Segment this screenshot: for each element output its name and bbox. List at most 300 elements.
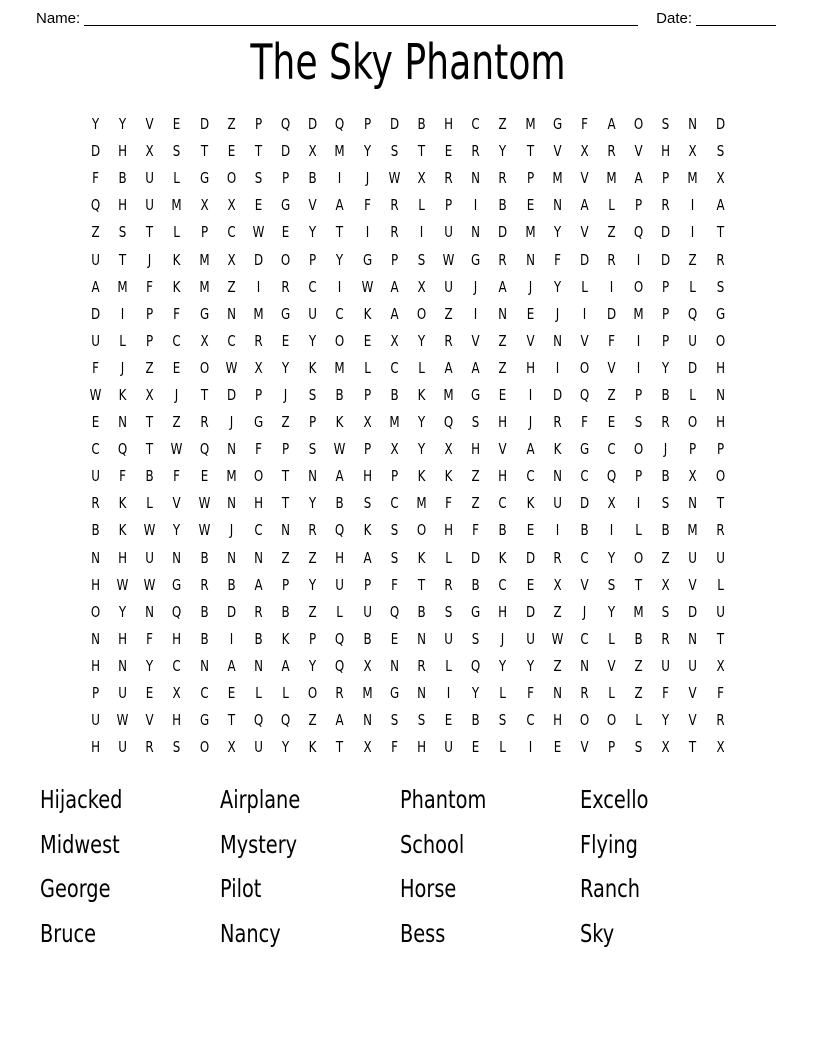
grid-cell[interactable]: X (688, 467, 698, 486)
grid-cell[interactable]: J (473, 277, 478, 296)
grid-cell[interactable]: E (173, 115, 181, 134)
grid-cell[interactable]: Y (309, 575, 317, 594)
grid-cell[interactable]: N (416, 629, 426, 648)
grid-cell[interactable]: I (229, 629, 234, 648)
grid-cell[interactable]: C (580, 467, 589, 486)
grid-cell[interactable]: U (688, 548, 698, 567)
grid-cell[interactable]: P (309, 413, 317, 432)
grid-cell[interactable]: B (335, 494, 345, 513)
grid-cell[interactable]: J (229, 413, 234, 432)
grid-cell[interactable]: N (498, 304, 508, 323)
grid-cell[interactable]: O (253, 467, 264, 486)
grid-cell[interactable]: A (390, 277, 399, 296)
grid-cell[interactable]: B (335, 385, 345, 404)
grid-cell[interactable]: S (662, 115, 670, 134)
grid-cell[interactable]: P (91, 684, 100, 703)
grid-cell[interactable]: X (200, 331, 209, 350)
grid-cell[interactable]: M (552, 169, 563, 188)
grid-cell[interactable]: Z (688, 250, 698, 269)
grid-cell[interactable]: K (553, 440, 562, 459)
grid-cell[interactable]: S (390, 711, 399, 730)
grid-cell[interactable]: G (552, 115, 562, 134)
grid-cell[interactable]: D (552, 385, 562, 404)
grid-cell[interactable]: L (255, 684, 262, 703)
grid-cell[interactable]: V (634, 142, 643, 161)
grid-cell[interactable]: B (363, 629, 372, 648)
grid-cell[interactable]: T (146, 440, 154, 459)
grid-cell[interactable]: A (716, 196, 725, 215)
grid-cell[interactable]: H (444, 115, 454, 134)
grid-cell[interactable]: V (145, 711, 154, 730)
grid-cell[interactable]: O (280, 250, 291, 269)
grid-cell[interactable]: V (553, 142, 562, 161)
grid-cell[interactable]: T (417, 575, 426, 594)
grid-cell[interactable]: G (471, 602, 481, 621)
grid-cell[interactable]: Y (119, 115, 127, 134)
grid-cell[interactable]: Z (145, 358, 154, 377)
grid-cell[interactable]: F (445, 494, 452, 513)
grid-cell[interactable]: P (635, 385, 643, 404)
grid-cell[interactable]: C (390, 494, 399, 513)
grid-cell[interactable]: M (687, 521, 699, 540)
grid-cell[interactable]: E (526, 521, 534, 540)
word-list-item[interactable]: Pilot (220, 874, 262, 903)
grid-cell[interactable]: D (226, 602, 236, 621)
grid-cell[interactable]: H (172, 629, 182, 648)
grid-cell[interactable]: D (525, 602, 535, 621)
grid-cell[interactable]: F (390, 738, 398, 757)
grid-cell[interactable]: P (526, 169, 534, 188)
grid-cell[interactable]: W (388, 169, 401, 188)
word-list-item[interactable]: Ranch (580, 874, 640, 903)
grid-cell[interactable]: Z (444, 304, 453, 323)
grid-cell[interactable]: B (200, 602, 209, 621)
grid-cell[interactable]: H (91, 738, 101, 757)
grid-cell[interactable]: Z (553, 656, 562, 675)
grid-cell[interactable]: O (633, 440, 644, 459)
grid-cell[interactable]: U (91, 331, 100, 350)
grid-cell[interactable]: Q (606, 467, 617, 486)
grid-cell[interactable]: P (282, 440, 290, 459)
grid-cell[interactable]: Z (498, 115, 507, 134)
grid-cell[interactable]: S (309, 385, 317, 404)
grid-cell[interactable]: P (282, 169, 290, 188)
grid-cell[interactable]: L (119, 331, 127, 350)
grid-cell[interactable]: C (227, 223, 236, 242)
grid-cell[interactable]: T (254, 142, 263, 161)
grid-cell[interactable]: T (336, 223, 344, 242)
grid-cell[interactable]: O (633, 115, 644, 134)
grid-cell[interactable]: B (580, 521, 589, 540)
grid-cell[interactable]: G (281, 304, 291, 323)
grid-cell[interactable]: P (716, 440, 724, 459)
grid-cell[interactable]: F (363, 196, 371, 215)
grid-cell[interactable]: L (282, 684, 289, 703)
grid-cell[interactable]: E (254, 196, 263, 215)
grid-cell[interactable]: E (526, 575, 534, 594)
grid-cell[interactable]: I (528, 738, 532, 757)
grid-cell[interactable]: H (552, 711, 562, 730)
grid-cell[interactable]: U (145, 196, 155, 215)
grid-cell[interactable]: M (606, 169, 617, 188)
grid-cell[interactable]: Y (472, 684, 480, 703)
grid-cell[interactable]: N (226, 494, 236, 513)
grid-cell[interactable]: U (91, 467, 100, 486)
grid-cell[interactable]: E (173, 358, 181, 377)
grid-cell[interactable]: C (580, 548, 589, 567)
grid-cell[interactable]: E (200, 467, 208, 486)
grid-cell[interactable]: E (444, 142, 453, 161)
grid-cell[interactable]: N (471, 169, 481, 188)
word-list-item[interactable]: Sky (580, 918, 615, 948)
grid-cell[interactable]: S (173, 738, 181, 757)
grid-cell[interactable]: H (661, 142, 671, 161)
grid-cell[interactable]: O (308, 684, 318, 703)
grid-cell[interactable]: C (308, 277, 317, 296)
grid-cell[interactable]: W (334, 440, 346, 459)
word-list-item[interactable]: Bess (400, 918, 446, 948)
grid-cell[interactable]: B (471, 711, 480, 730)
grid-cell[interactable]: F (662, 684, 670, 703)
grid-cell[interactable]: S (499, 711, 507, 730)
grid-cell[interactable]: Y (282, 358, 290, 377)
grid-cell[interactable]: K (363, 304, 372, 323)
grid-cell[interactable]: N (172, 548, 182, 567)
grid-cell[interactable]: W (551, 629, 564, 648)
grid-cell[interactable]: G (253, 413, 264, 432)
grid-cell[interactable]: L (716, 575, 724, 594)
grid-cell[interactable]: E (499, 385, 507, 404)
grid-cell[interactable]: A (227, 656, 236, 675)
grid-cell[interactable]: H (254, 494, 263, 513)
grid-cell[interactable]: K (281, 629, 290, 648)
grid-cell[interactable]: R (254, 602, 263, 621)
word-list-item[interactable]: Mystery (220, 829, 298, 859)
grid-cell[interactable]: C (607, 440, 616, 459)
grid-cell[interactable]: X (580, 142, 589, 161)
grid-cell[interactable]: W (89, 385, 102, 404)
grid-cell[interactable]: V (607, 358, 616, 377)
grid-cell[interactable]: P (200, 223, 208, 242)
grid-cell[interactable]: P (363, 385, 371, 404)
grid-cell[interactable]: Y (553, 277, 561, 296)
grid-cell[interactable]: U (145, 548, 155, 567)
grid-cell[interactable]: X (145, 385, 154, 404)
grid-cell[interactable]: O (335, 331, 345, 350)
grid-cell[interactable]: R (444, 331, 453, 350)
grid-cell[interactable]: P (390, 250, 398, 269)
grid-cell[interactable]: U (254, 738, 263, 757)
grid-cell[interactable]: G (199, 169, 209, 188)
grid-cell[interactable]: O (416, 304, 427, 323)
grid-cell[interactable]: I (446, 684, 451, 703)
grid-cell[interactable]: G (471, 250, 481, 269)
grid-cell[interactable]: P (309, 629, 317, 648)
grid-cell[interactable]: Z (498, 358, 507, 377)
grid-cell[interactable]: N (471, 223, 481, 242)
grid-cell[interactable]: N (118, 413, 128, 432)
grid-cell[interactable]: B (661, 521, 670, 540)
grid-cell[interactable]: L (445, 656, 452, 675)
grid-cell[interactable]: A (254, 575, 263, 594)
grid-cell[interactable]: V (688, 684, 698, 703)
grid-cell[interactable]: N (91, 629, 100, 648)
grid-cell[interactable]: B (200, 629, 209, 648)
grid-cell[interactable]: K (308, 358, 317, 377)
grid-cell[interactable]: X (553, 575, 562, 594)
grid-cell[interactable]: N (281, 521, 291, 540)
grid-cell[interactable]: O (199, 738, 209, 757)
grid-cell[interactable]: G (715, 304, 725, 323)
grid-cell[interactable]: N (416, 684, 426, 703)
grid-cell[interactable]: U (308, 304, 318, 323)
grid-cell[interactable]: D (715, 115, 725, 134)
grid-cell[interactable]: L (635, 711, 642, 730)
grid-cell[interactable]: C (172, 656, 182, 675)
grid-cell[interactable]: E (227, 142, 236, 161)
grid-cell[interactable]: I (691, 196, 695, 215)
grid-cell[interactable]: I (636, 250, 641, 269)
grid-cell[interactable]: T (526, 142, 534, 161)
grid-cell[interactable]: G (579, 440, 589, 459)
grid-cell[interactable]: Q (280, 115, 291, 134)
grid-cell[interactable]: B (145, 467, 154, 486)
grid-cell[interactable]: Y (91, 115, 100, 134)
grid-cell[interactable]: Q (172, 602, 182, 621)
grid-cell[interactable]: L (499, 684, 507, 703)
grid-cell[interactable]: A (580, 196, 589, 215)
grid-cell[interactable]: H (498, 467, 508, 486)
grid-cell[interactable]: N (688, 494, 698, 513)
name-write-line[interactable] (84, 12, 638, 26)
grid-cell[interactable]: N (199, 656, 209, 675)
grid-cell[interactable]: V (580, 738, 589, 757)
grid-cell[interactable]: W (252, 223, 265, 242)
grid-cell[interactable]: E (607, 413, 616, 432)
grid-cell[interactable]: K (417, 548, 426, 567)
grid-cell[interactable]: E (553, 738, 561, 757)
grid-cell[interactable]: E (526, 196, 534, 215)
grid-cell[interactable]: R (444, 575, 453, 594)
grid-cell[interactable]: V (580, 169, 589, 188)
grid-cell[interactable]: F (146, 277, 154, 296)
grid-cell[interactable]: J (582, 602, 587, 621)
grid-cell[interactable]: Z (308, 602, 317, 621)
grid-cell[interactable]: D (226, 385, 236, 404)
grid-cell[interactable]: K (526, 494, 534, 513)
grid-cell[interactable]: K (444, 467, 453, 486)
grid-cell[interactable]: M (199, 250, 210, 269)
grid-cell[interactable]: D (498, 223, 508, 242)
grid-cell[interactable]: K (308, 738, 317, 757)
grid-cell[interactable]: L (173, 223, 181, 242)
grid-cell[interactable]: S (390, 548, 399, 567)
grid-cell[interactable]: H (118, 629, 128, 648)
grid-cell[interactable]: V (498, 440, 507, 459)
grid-cell[interactable]: N (715, 385, 725, 404)
word-list-item[interactable]: Midwest (40, 829, 120, 859)
grid-cell[interactable]: R (553, 413, 562, 432)
grid-cell[interactable]: Q (280, 711, 291, 730)
grid-cell[interactable]: G (172, 575, 182, 594)
grid-cell[interactable]: O (606, 711, 617, 730)
grid-cell[interactable]: Y (526, 656, 534, 675)
grid-cell[interactable]: F (608, 331, 615, 350)
grid-cell[interactable]: R (661, 629, 670, 648)
word-list-item[interactable]: Horse (400, 874, 457, 903)
grid-cell[interactable]: R (91, 494, 100, 513)
grid-cell[interactable]: Q (335, 115, 345, 134)
grid-cell[interactable]: V (172, 494, 182, 513)
grid-cell[interactable]: X (716, 169, 725, 188)
grid-cell[interactable]: Q (335, 629, 345, 648)
word-list-item[interactable]: Nancy (220, 918, 281, 948)
grid-cell[interactable]: Q (633, 223, 644, 242)
grid-cell[interactable]: C (254, 521, 263, 540)
grid-cell[interactable]: S (634, 413, 643, 432)
grid-cell[interactable]: M (253, 304, 264, 323)
grid-cell[interactable]: L (363, 358, 371, 377)
grid-cell[interactable]: R (661, 196, 670, 215)
grid-cell[interactable]: S (662, 494, 670, 513)
grid-cell[interactable]: X (145, 142, 154, 161)
grid-cell[interactable]: C (471, 115, 480, 134)
grid-cell[interactable]: M (226, 467, 237, 486)
grid-cell[interactable]: I (473, 196, 478, 215)
grid-cell[interactable]: U (688, 656, 698, 675)
grid-cell[interactable]: D (90, 142, 101, 161)
grid-cell[interactable]: I (555, 358, 559, 377)
grid-cell[interactable]: Y (662, 358, 670, 377)
grid-cell[interactable]: F (92, 169, 99, 188)
grid-cell[interactable]: R (607, 250, 616, 269)
grid-cell[interactable]: L (635, 521, 642, 540)
grid-cell[interactable]: X (661, 738, 670, 757)
grid-cell[interactable]: R (390, 223, 399, 242)
grid-cell[interactable]: R (444, 169, 453, 188)
grid-cell[interactable]: L (608, 196, 615, 215)
grid-cell[interactable]: R (281, 277, 290, 296)
grid-cell[interactable]: Z (553, 602, 562, 621)
grid-cell[interactable]: F (716, 684, 724, 703)
grid-cell[interactable]: X (172, 684, 182, 703)
grid-cell[interactable]: J (501, 629, 505, 648)
grid-cell[interactable]: Z (91, 223, 100, 242)
grid-cell[interactable]: Y (607, 602, 616, 621)
grid-cell[interactable]: A (444, 358, 453, 377)
grid-cell[interactable]: J (120, 358, 125, 377)
grid-cell[interactable]: K (363, 521, 372, 540)
grid-cell[interactable]: B (471, 575, 480, 594)
grid-cell[interactable]: T (716, 223, 724, 242)
grid-cell[interactable]: F (255, 440, 262, 459)
grid-cell[interactable]: V (688, 575, 698, 594)
word-list-item[interactable]: Hijacked (40, 785, 123, 814)
grid-cell[interactable]: N (254, 656, 263, 675)
grid-cell[interactable]: R (716, 250, 725, 269)
grid-cell[interactable]: X (227, 196, 236, 215)
grid-cell[interactable]: K (336, 413, 344, 432)
grid-cell[interactable]: N (552, 331, 562, 350)
word-search-grid[interactable] (82, 111, 734, 761)
grid-cell[interactable]: K (498, 548, 507, 567)
grid-cell[interactable]: H (498, 413, 508, 432)
grid-cell[interactable]: F (146, 629, 154, 648)
grid-cell[interactable]: I (636, 494, 641, 513)
grid-cell[interactable]: Q (443, 413, 454, 432)
grid-cell[interactable]: Y (553, 223, 561, 242)
grid-cell[interactable]: D (281, 142, 291, 161)
grid-cell[interactable]: X (363, 738, 372, 757)
grid-cell[interactable]: Q (118, 440, 128, 459)
grid-cell[interactable]: O (688, 413, 698, 432)
grid-cell[interactable]: L (581, 277, 588, 296)
grid-cell[interactable]: A (390, 304, 399, 323)
grid-cell[interactable]: T (336, 738, 344, 757)
grid-cell[interactable]: L (146, 494, 154, 513)
grid-cell[interactable]: H (416, 738, 426, 757)
grid-cell[interactable]: M (633, 602, 644, 621)
grid-cell[interactable]: W (198, 521, 211, 540)
grid-cell[interactable]: T (200, 142, 208, 161)
grid-cell[interactable]: S (634, 738, 643, 757)
grid-cell[interactable]: U (91, 711, 100, 730)
grid-cell[interactable]: U (118, 738, 128, 757)
grid-cell[interactable]: A (607, 115, 616, 134)
grid-cell[interactable]: Z (471, 467, 480, 486)
grid-cell[interactable]: I (256, 277, 261, 296)
grid-cell[interactable]: S (444, 602, 453, 621)
word-list-item[interactable]: School (400, 829, 465, 859)
grid-cell[interactable]: A (363, 548, 372, 567)
grid-cell[interactable]: P (635, 196, 643, 215)
date-write-line[interactable] (696, 12, 776, 26)
grid-cell[interactable]: O (90, 602, 101, 621)
grid-cell[interactable]: D (199, 115, 209, 134)
grid-cell[interactable]: Z (498, 331, 507, 350)
grid-cell[interactable]: Y (417, 413, 426, 432)
grid-cell[interactable]: A (525, 440, 535, 459)
word-list-item[interactable]: George (40, 874, 111, 903)
grid-cell[interactable]: N (226, 440, 236, 459)
grid-cell[interactable]: V (525, 331, 535, 350)
grid-cell[interactable]: S (662, 602, 670, 621)
grid-cell[interactable]: L (608, 684, 615, 703)
grid-cell[interactable]: H (91, 575, 101, 594)
grid-cell[interactable]: U (335, 575, 345, 594)
grid-cell[interactable]: Q (471, 656, 481, 675)
grid-cell[interactable]: O (416, 521, 427, 540)
grid-cell[interactable]: R (200, 413, 209, 432)
grid-cell[interactable]: P (146, 304, 154, 323)
grid-cell[interactable]: I (555, 521, 559, 540)
grid-cell[interactable]: T (635, 575, 643, 594)
grid-cell[interactable]: V (580, 575, 589, 594)
grid-cell[interactable]: S (390, 521, 399, 540)
grid-cell[interactable]: X (227, 250, 236, 269)
grid-cell[interactable]: C (498, 575, 508, 594)
grid-cell[interactable]: K (118, 521, 127, 540)
grid-cell[interactable]: H (118, 142, 128, 161)
grid-cell[interactable]: N (91, 548, 100, 567)
grid-cell[interactable]: I (419, 223, 424, 242)
grid-cell[interactable]: Y (417, 331, 426, 350)
grid-cell[interactable]: P (146, 331, 154, 350)
grid-cell[interactable]: Z (634, 656, 643, 675)
grid-cell[interactable]: F (526, 684, 534, 703)
grid-cell[interactable]: X (363, 413, 372, 432)
grid-cell[interactable]: T (146, 413, 154, 432)
